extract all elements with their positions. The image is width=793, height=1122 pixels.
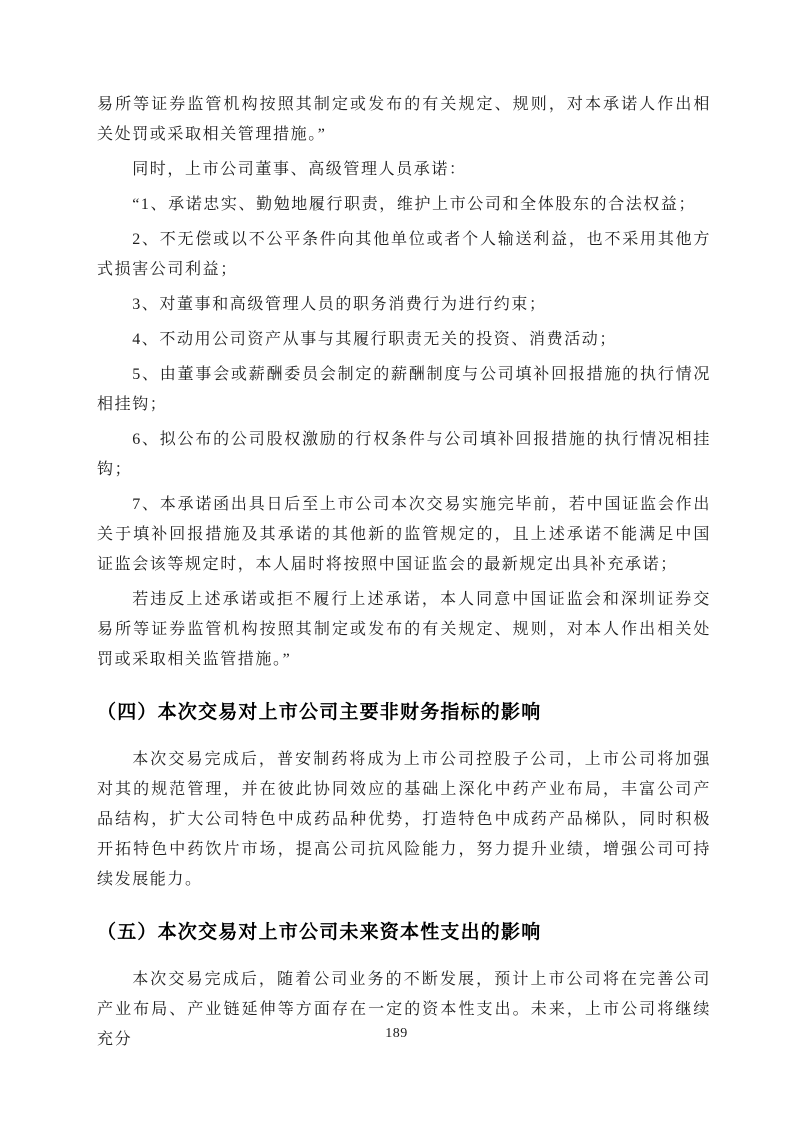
- page-content: [97, 90, 711, 1060]
- paragraph-clause-7: 7、本承诺函出具日后至上市公司本次交易实施完毕前，若中国证监会作出关于填补回报措施及其承诺的其他新的监管规定的，且上述承诺不能满足中国证监会该等规定时，本人届时将按照中国证监会的最新规定出具补充承诺；: [97, 496, 711, 573]
- paragraph-clause-5: 5、由董事会或薪酬委员会制定的薪酬制度与公司填补回报措施的执行情况相挂钩；: [97, 366, 711, 413]
- section-heading-4: （四）本次交易对上市公司主要非财务指标的影响: [97, 702, 542, 723]
- paragraph-continuation: 易所等证券监管机构按照其制定或发布的有关规定、规则，对本承诺人作出相关处罚或采取相关管理措施。”: [97, 96, 711, 143]
- paragraph-clause-6: 6、拟公布的公司股权激励的行权条件与公司填补回报措施的执行情况相挂钩；: [97, 431, 711, 478]
- paragraph-section-4-body: 本次交易完成后，普安制药将成为上市公司控股子公司，上市公司将加强对其的规范管理，并在彼此协同效应的基础上深化中药产业布局，丰富公司产品结构，扩大公司特色中成药品种优势，打造特色中成药产品梯队，同时积极开拓特色中药饮片市场，提高公司抗风险能力，努力提升业绩，增强公司可持续发展能力。: [97, 751, 711, 888]
- paragraph-clause-2: 2、不无偿或以不公平条件向其他单位或者个人输送利益，也不采用其他方式损害公司利益；: [97, 231, 711, 278]
- section-heading-5: （五）本次交易对上市公司未来资本性支出的影响: [97, 922, 542, 943]
- paragraph-clause-1: “1、承诺忠实、勤勉地履行职责，维护上市公司和全体股东的合法权益；: [132, 196, 697, 213]
- paragraph-section-5-body: 本次交易完成后，随着公司业务的不断发展，预计上市公司将在完善公司产业布局、产业链延伸等方面存在一定的资本性支出。未来，上市公司将继续充分: [97, 971, 711, 1048]
- paragraph-clause-3: 3、对董事和高级管理人员的职务消费行为进行约束；: [132, 296, 547, 313]
- paragraph-managers-promise-intro: 同时，上市公司董事、高级管理人员承诺：: [132, 161, 467, 178]
- paragraph-clause-4: 4、不动用公司资产从事与其履行职责无关的投资、消费活动；: [132, 331, 617, 348]
- page-number: 189: [385, 1026, 408, 1041]
- paragraph-violation-consequence: 若违反上述承诺或拒不履行上述承诺，本人同意中国证监会和深圳证券交易所等证券监管机构按照其制定或发布的有关规定、规则，对本人作出相关处罚或采取相关监管措施。”: [97, 591, 711, 668]
